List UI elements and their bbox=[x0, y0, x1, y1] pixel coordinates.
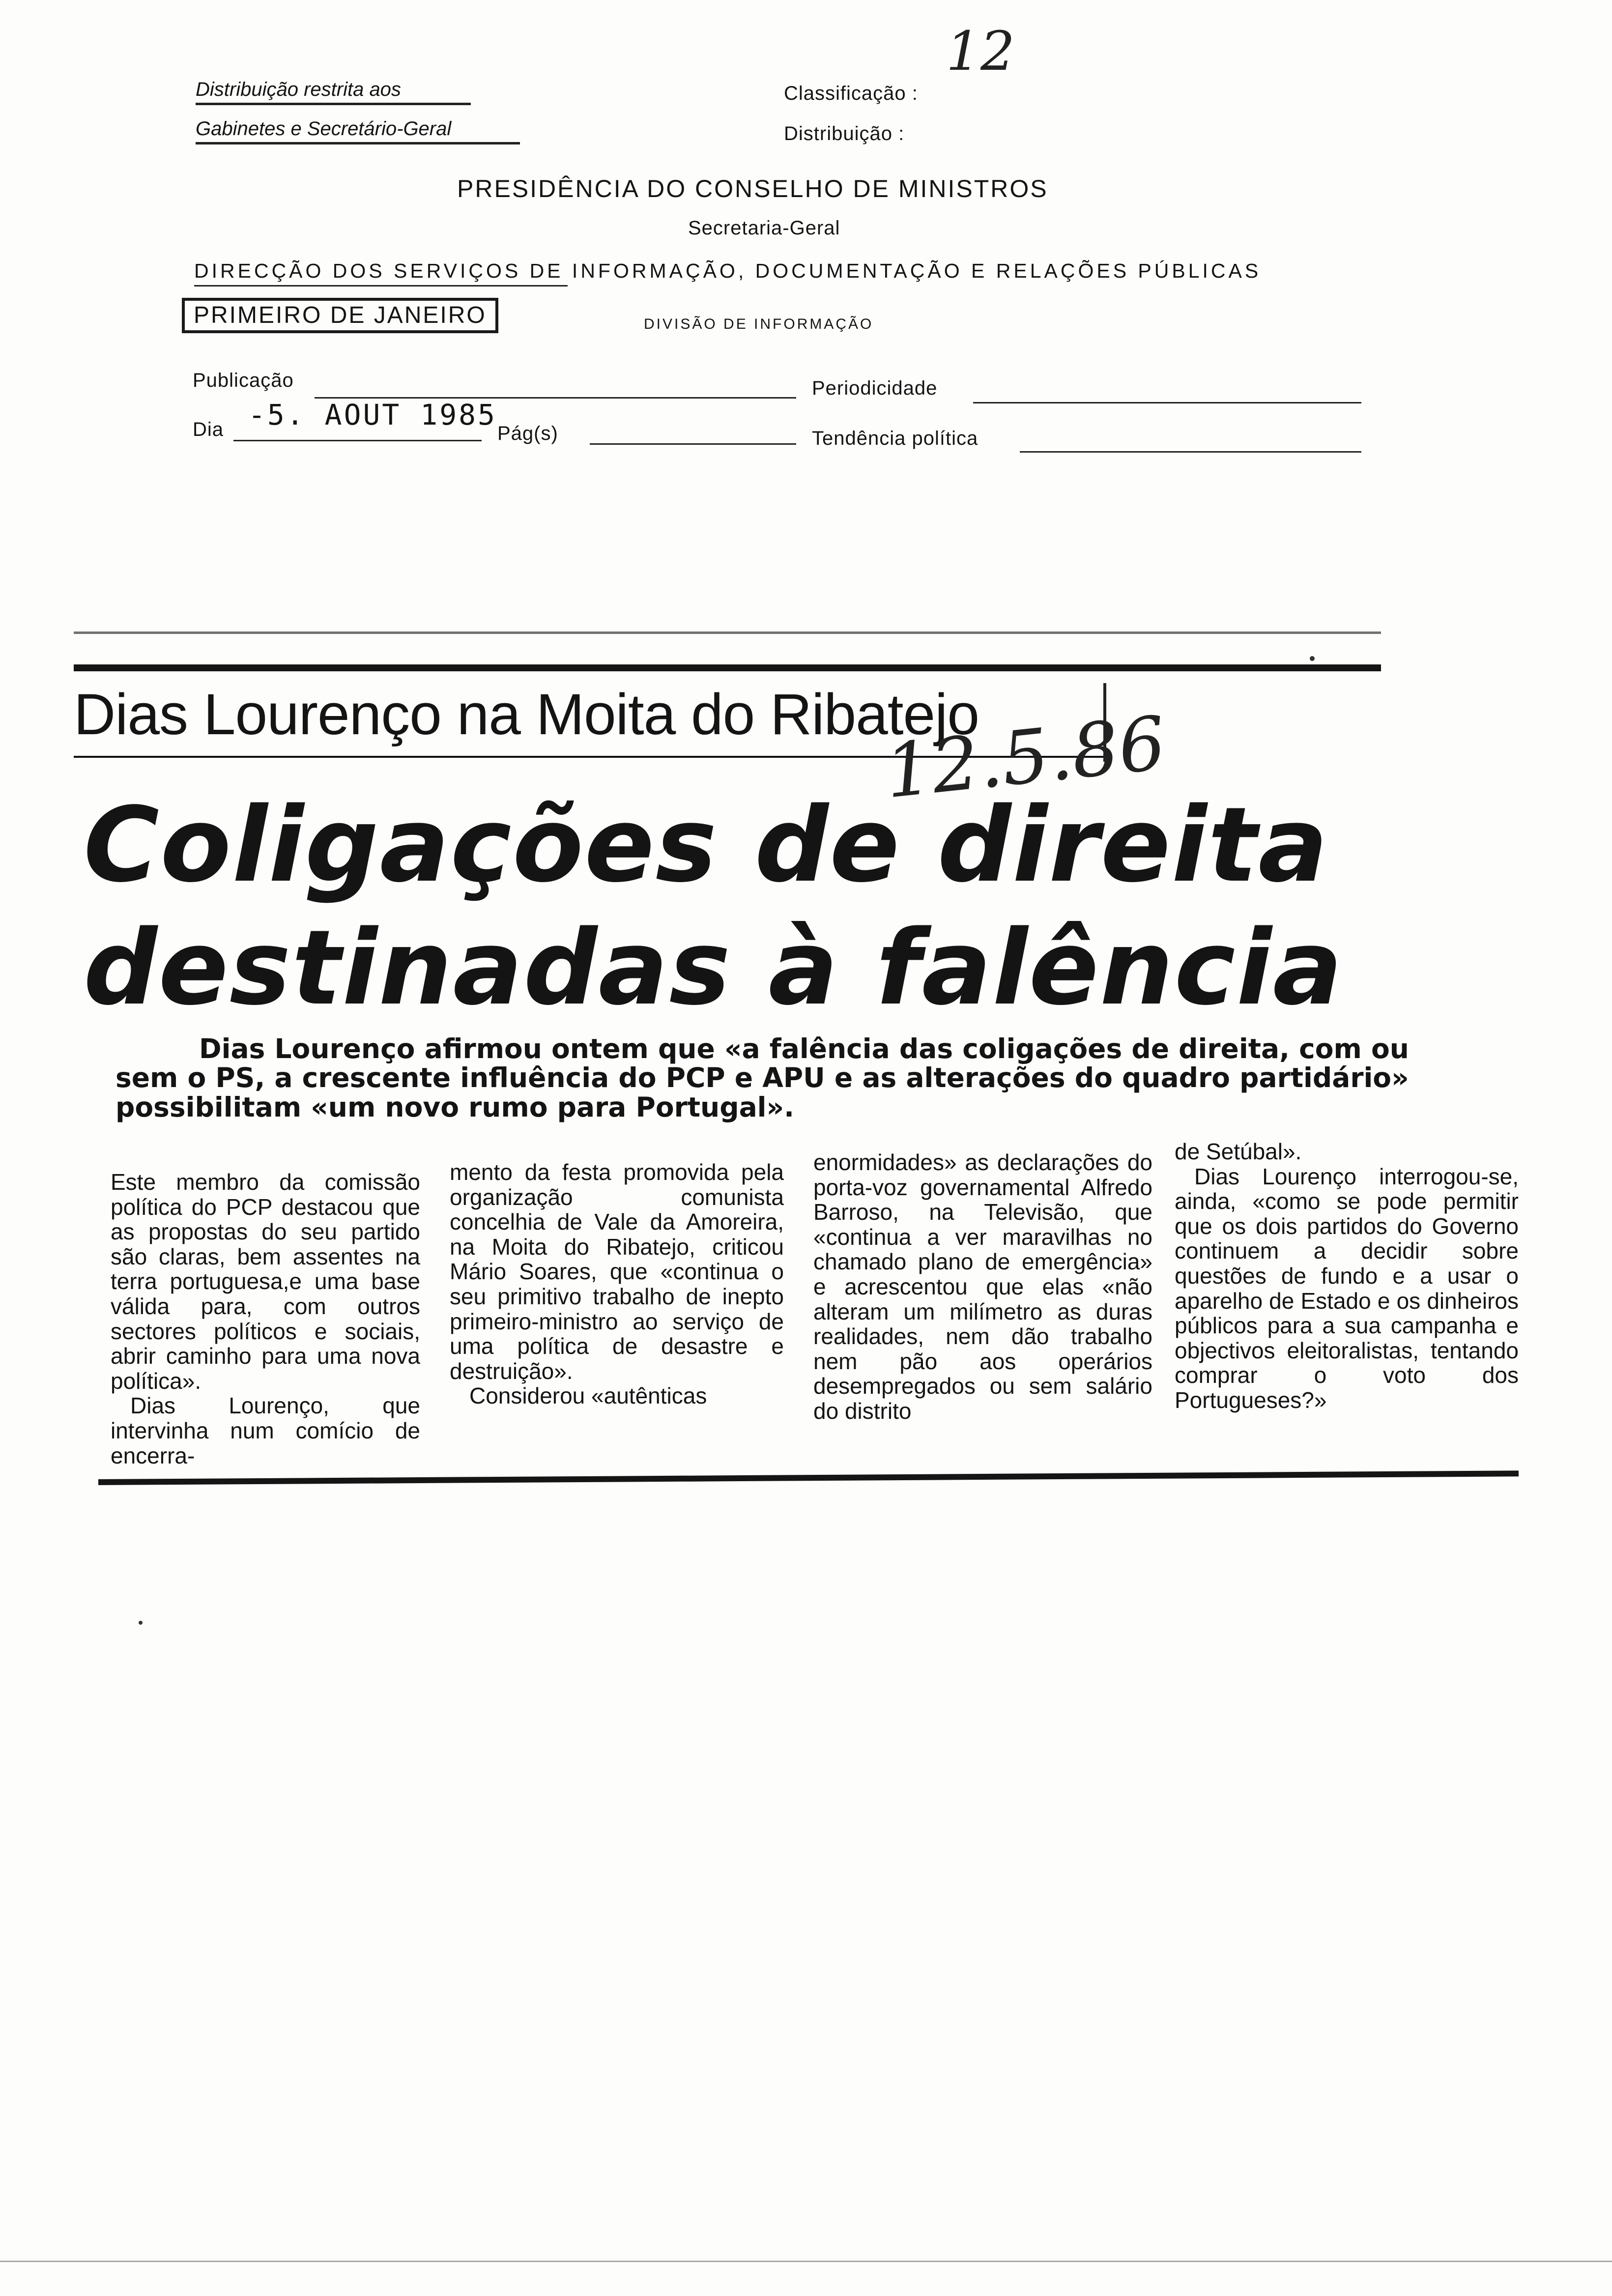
article-kicker: Dias Lourenço na Moita do Ribatejo bbox=[74, 682, 979, 747]
scan-speck bbox=[139, 1621, 143, 1625]
column-4-paragraph-2: Dias Lourenço interrogou-se, ainda, «como se pode permitir que os dois partidos do Governo continuem a decidir sobre questões de fundo e a usar o aparelho de Estado e os dinheiros públicos para a sua campanha e objectivos eleitoralistas, tentando comprar o voto dos Portugueses?» bbox=[1175, 1163, 1519, 1413]
headline-handwritten-date: 12.5.86 bbox=[881, 700, 1170, 815]
periodicidade-line bbox=[973, 402, 1361, 403]
scan-speck bbox=[1310, 656, 1315, 661]
scan-bottom-edge bbox=[0, 2261, 1612, 2262]
divisao-label: DIVISÃO DE INFORMAÇÃO bbox=[644, 316, 874, 332]
column-2-paragraph-2: Considerou «autênticas bbox=[469, 1383, 707, 1409]
direccao-underline bbox=[194, 285, 568, 287]
clipping-top-rule bbox=[74, 664, 1381, 671]
article-lead: Dias Lourenço afirmou ontem que «a falência das coligações de direita, com ou sem o PS, a crescente influência do PCP e APU e as alterações do quadro partidário» possibilitam «um novo rumo para Portugal». bbox=[115, 1033, 1409, 1123]
article-column-2 bbox=[450, 1160, 784, 1408]
column-4-paragraph-1: de Setúbal». bbox=[1175, 1139, 1302, 1164]
dia-value: -5. AOUT 1985 bbox=[248, 398, 497, 431]
clipping-top-rule-thin bbox=[74, 631, 1381, 634]
dia-label: Dia bbox=[193, 419, 224, 440]
distribution-line-1: Distribuição restrita aos bbox=[196, 79, 471, 105]
pags-label: Pág(s) bbox=[497, 423, 558, 444]
top-right-handwritten-mark: 12 bbox=[946, 20, 1015, 83]
secretaria-geral: Secretaria-Geral bbox=[688, 217, 840, 239]
column-2-paragraph-1: mento da festa promovida pela organização comunista concelhia de Vale da Amoreira, na Moita do Ribatejo, criticou Mário Soares, que «continua o seu primitivo trabalho de inepto primeiro-ministro ao serviço de uma política de desastre e destruição». bbox=[450, 1159, 784, 1384]
article-column-3 bbox=[813, 1150, 1152, 1424]
dia-line bbox=[233, 440, 482, 441]
publicacao-label: Publicação bbox=[193, 370, 294, 391]
column-1-paragraph-2: Dias Lourenço, que intervinha num comício de encerra- bbox=[111, 1393, 420, 1468]
distribution-line-2: Gabinetes e Secretário-Geral bbox=[196, 118, 520, 144]
article-column-4 bbox=[1175, 1139, 1519, 1413]
distribuicao-label: Distribuição : bbox=[784, 123, 905, 144]
clipping-bottom-rule bbox=[98, 1470, 1519, 1485]
tendencia-label: Tendência política bbox=[812, 428, 979, 449]
periodicidade-label: Periodicidade bbox=[812, 377, 938, 399]
headline-line-2: destinadas à falência bbox=[84, 908, 1344, 1028]
pags-line bbox=[590, 443, 796, 445]
headline-line-1: Coligações de direita bbox=[84, 785, 1329, 905]
article-column-1 bbox=[111, 1170, 420, 1468]
tendencia-line bbox=[1020, 451, 1361, 453]
direccao-line: DIRECÇÃO DOS SERVIÇOS DE INFORMAÇÃO, DOCUMENTAÇÃO E RELAÇÕES PÚBLICAS bbox=[194, 259, 1262, 282]
column-1-paragraph-1: Este membro da comissão política do PCP destacou que as propostas do seu partido são claras, bem assentes na terra portuguesa,e uma base válida para, com outros sectores políticos e sociais, abrir caminho para uma nova política». bbox=[111, 1169, 420, 1394]
source-stamp: PRIMEIRO DE JANEIRO bbox=[182, 298, 498, 333]
column-3-paragraph-1: enormidades» as declarações do porta-voz governamental Alfredo Barroso, na Televisão, que «continua a ver maravilhas no chamado plano de emergência» e acrescentou que elas «não alteram um milímetro as duras realidades, nem dão trabalho nem pão aos operários desempregados ou sem salário do distrito bbox=[813, 1149, 1152, 1424]
classificacao-label: Classificação : bbox=[784, 83, 918, 104]
ministry-title: PRESIDÊNCIA DO CONSELHO DE MINISTROS bbox=[457, 175, 1048, 202]
